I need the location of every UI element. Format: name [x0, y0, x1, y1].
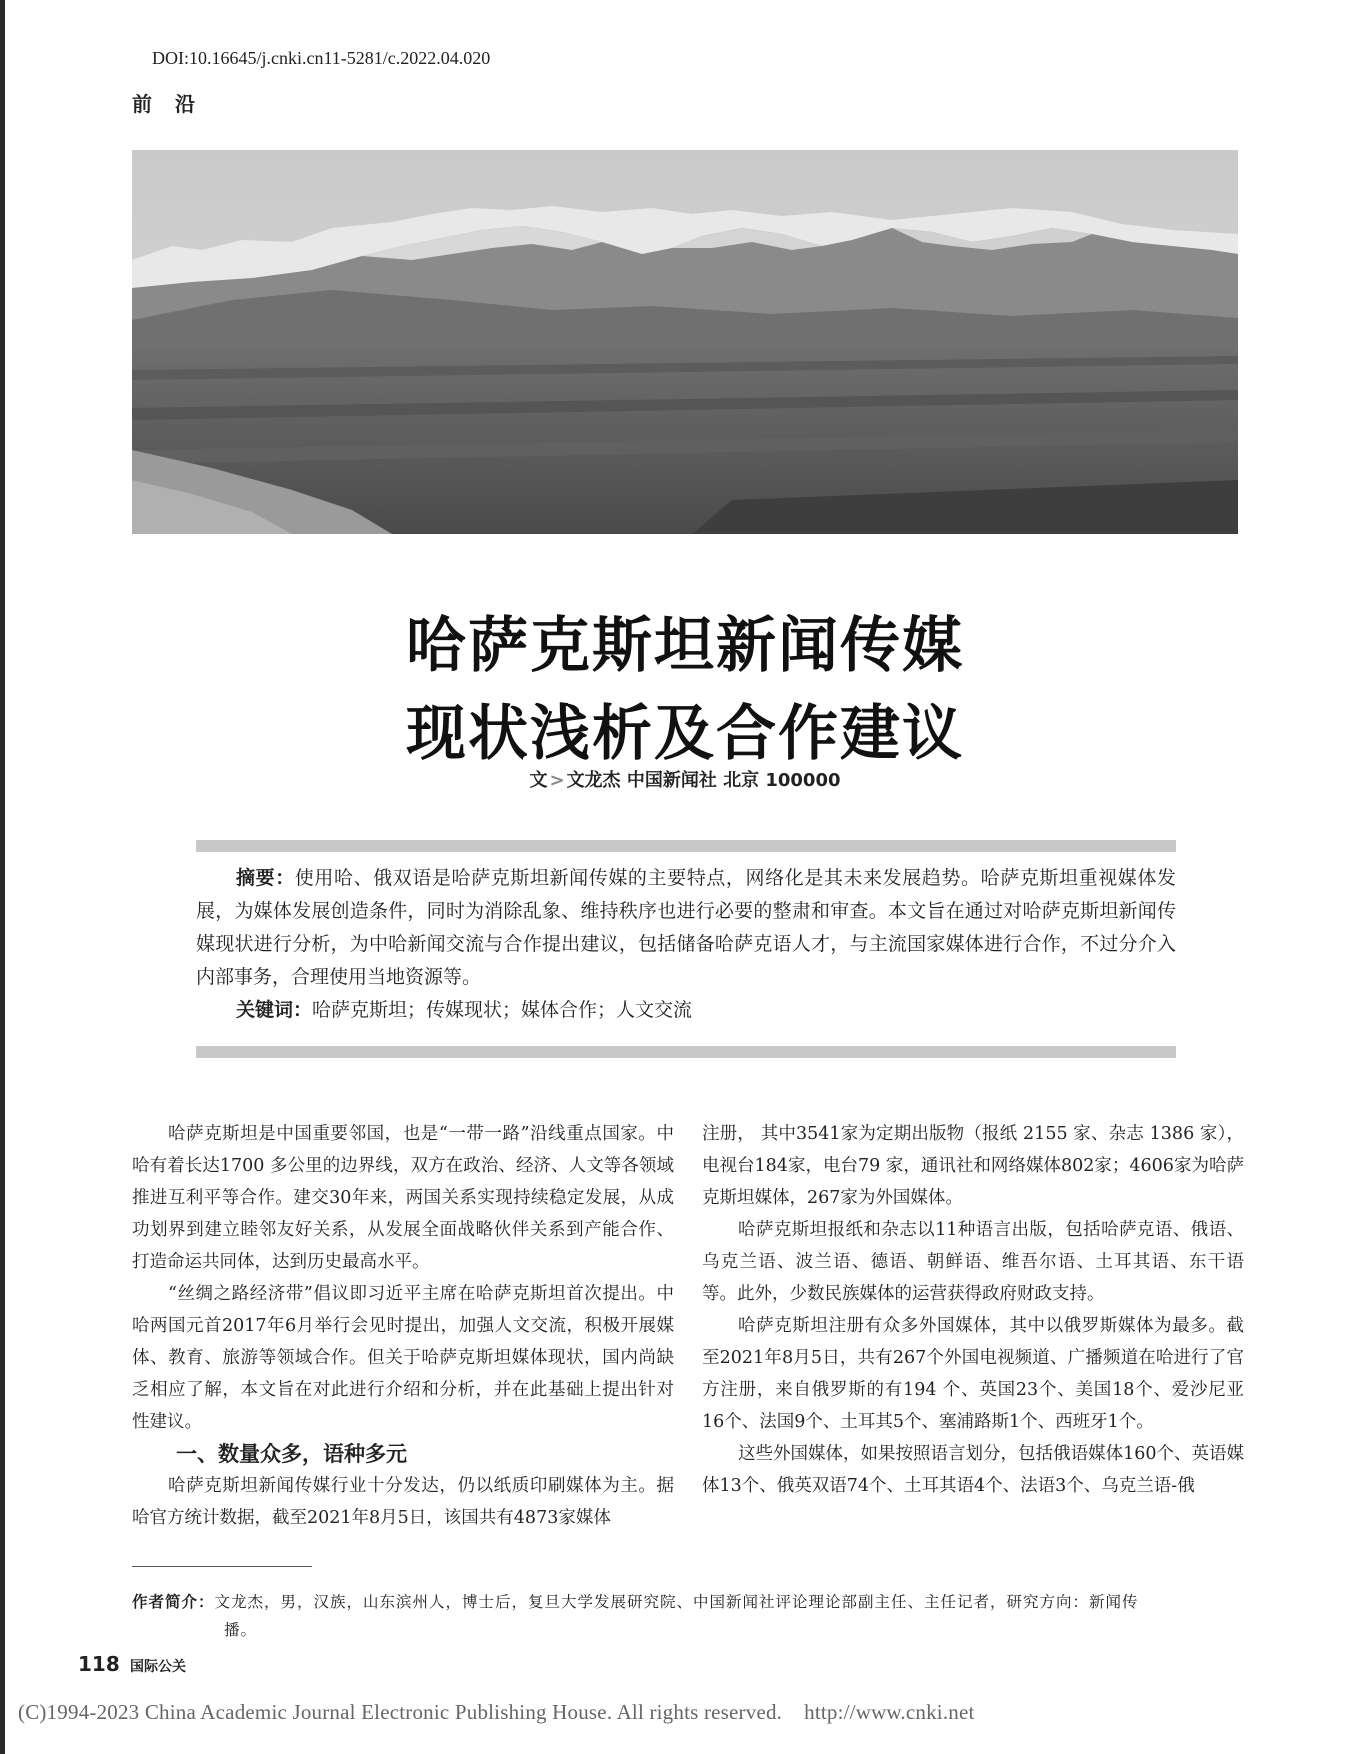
abstract-paragraph — [196, 862, 1176, 994]
abstract-text: 使用哈、俄双语是哈萨克斯坦新闻传媒的主要特点，网络化是其未来发展趋势。哈萨克斯坦重视媒体发展，为媒体发展创造条件，同时为消除乱象、维持秩序也进行必要的整肃和审查。本文旨在通过对哈萨克斯坦新闻传媒现状进行分析，为中哈新闻交流与合作提出建议，包括储备哈萨克语人才，与主流国家媒体进行合作，不过分介入内部事务，合理使用当地资源等。 — [196, 867, 1176, 988]
copyright-text: (C)1994-2023 China Academic Journal Electronic Publishing House. All rights reserved. — [18, 1700, 783, 1724]
byline-arrow-icon: > — [549, 770, 565, 791]
byline — [132, 766, 1238, 792]
body-paragraph: 哈萨克斯坦注册有众多外国媒体，其中以俄罗斯媒体为最多。截至2021年8月5日，共有267个外国电视频道、广播频道在哈进行了官方注册，来自俄罗斯的有194 个、英国23个、美国18个、爱沙尼亚16个、法国9个、土耳其5个、塞浦路斯1个、西班牙1个。 — [702, 1316, 1244, 1432]
byline-prefix: 文 — [529, 770, 548, 791]
page-edge-rule — [0, 0, 5, 1754]
body-column-left — [132, 1118, 674, 1534]
abstract-bottom-bar — [196, 1046, 1176, 1058]
cnki-url: http://www.cnki.net — [804, 1700, 975, 1724]
abstract-top-bar — [196, 840, 1176, 852]
body-paragraph: 哈萨克斯坦是中国重要邻国，也是“一带一路”沿线重点国家。中哈有着长达1700 多公里的边界线，双方在政治、经济、人文等各领域推进互利平等合作。建交30年来，两国关系实现持续稳定发展，从成功划界到建立睦邻友好关系，从发展全面战略伙伴关系到产能合作、打造命运共同体，达到历史最高水平。 — [132, 1124, 674, 1272]
keywords-paragraph — [196, 994, 1176, 1027]
footnote-rule — [132, 1566, 312, 1567]
body-paragraph: “丝绸之路经济带”倡议即习近平主席在哈萨克斯坦首次提出。中哈两国元首2017年6月举行会见时提出，加强人文交流，积极开展媒体、教育、旅游等领域合作。但关于哈萨克斯坦媒体现状，国内尚缺乏相应了解，本文旨在对此进行介绍和分析，并在此基础上提出针对性建议。 — [132, 1284, 674, 1432]
body-paragraph: 哈萨克斯坦新闻传媒行业十分发达，仍以纸质印刷媒体为主。据哈官方统计数据，截至2021年8月5日，该国共有4873家媒体 — [132, 1476, 674, 1528]
keywords-label: 关键词： — [236, 999, 313, 1021]
author-footnote — [132, 1588, 1238, 1644]
journal-name: 国际公关 — [130, 1659, 186, 1675]
byline-author: 文龙杰 中国新闻社 北京 100000 — [566, 770, 841, 791]
abstract-label: 摘要： — [236, 867, 295, 889]
author-footnote-text: 文龙杰，男，汉族，山东滨州人，博士后，复旦大学发展研究院、中国新闻社评论理论部副主任、主任记者，研究方向：新闻传 — [214, 1593, 1139, 1611]
section-heading: 一、数量众多，语种多元 — [176, 1442, 407, 1466]
section-label: 前 沿 — [132, 92, 203, 116]
page-number: 118 — [78, 1652, 120, 1676]
keywords-text: 哈萨克斯坦；传媒现状；媒体合作；人文交流 — [312, 999, 693, 1021]
body-column-right — [702, 1118, 1244, 1502]
article-title-line1: 哈萨克斯坦新闻传媒 — [406, 611, 964, 681]
author-footnote-label: 作者简介： — [132, 1593, 215, 1611]
copyright-line — [18, 1700, 975, 1725]
doi-line: DOI:10.16645/j.cnki.cn11-5281/c.2022.04.020 — [152, 48, 491, 68]
author-footnote-continuation: 播。 — [224, 1621, 258, 1639]
abstract-block — [196, 862, 1176, 1027]
body-paragraph: 哈萨克斯坦报纸和杂志以11种语言出版，包括哈萨克语、俄语、乌克兰语、波兰语、德语、朝鲜语、维吾尔语、土耳其语、东干语等。此外，少数民族媒体的运营获得政府财政支持。 — [702, 1220, 1244, 1304]
article-title-line2: 现状浅析及合作建议 — [406, 699, 964, 769]
mountain-landscape-photo — [132, 150, 1238, 534]
body-paragraph: 这些外国媒体，如果按照语言划分，包括俄语媒体160个、英语媒体13个、俄英双语74个、土耳其语4个、法语3个、乌克兰语-俄 — [702, 1444, 1244, 1496]
body-paragraph: 注册， 其中3541家为定期出版物（报纸 2155 家、杂志 1386 家），电视台184家，电台79 家，通讯社和网络媒体802家；4606家为哈萨克斯坦媒体，267家为外国媒体。 — [702, 1124, 1244, 1208]
